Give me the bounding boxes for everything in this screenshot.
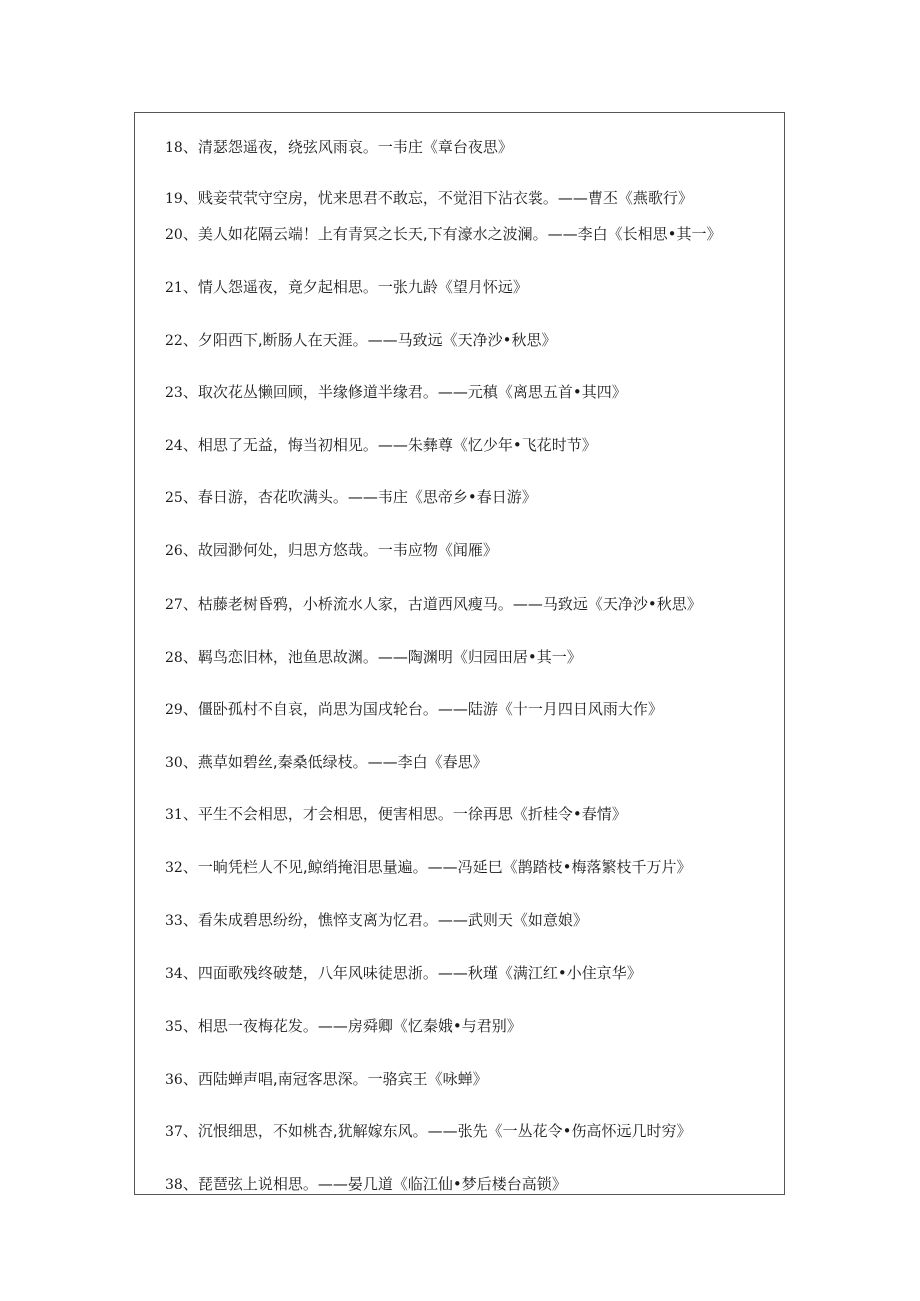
line-separator: 、 bbox=[182, 753, 198, 771]
line-separator: 、 bbox=[182, 189, 198, 207]
line-separator: 、 bbox=[182, 1017, 198, 1035]
line-separator: 、 bbox=[182, 700, 198, 718]
line-separator: 、 bbox=[182, 1175, 198, 1193]
line-number: 36 bbox=[165, 1072, 183, 1088]
line-text: 羁鸟恋旧林，池鱼思故渊。——陶渊明《归园田居•其一》 bbox=[197, 648, 582, 666]
poem-line bbox=[165, 330, 556, 351]
line-number: 24 bbox=[165, 438, 183, 454]
line-number: 25 bbox=[165, 490, 183, 506]
line-separator: 、 bbox=[182, 911, 198, 929]
poem-line bbox=[165, 857, 691, 878]
line-separator: 、 bbox=[182, 1122, 198, 1140]
poem-line bbox=[165, 1069, 488, 1090]
line-text: 美人如花隔云端！上有青冥之长天,下有濠水之波澜。——李白《长相思•其一》 bbox=[197, 225, 722, 243]
line-separator: 、 bbox=[182, 488, 198, 506]
line-number: 38 bbox=[165, 1177, 183, 1193]
line-separator: 、 bbox=[182, 858, 198, 876]
line-text: 琵琶弦上说相思。——晏几道《临江仙•梦后楼台高锁》 bbox=[197, 1175, 567, 1193]
line-separator: 、 bbox=[182, 278, 198, 296]
line-number: 32 bbox=[165, 860, 183, 876]
poem-line bbox=[165, 699, 663, 720]
line-text: 春日游，杏花吹满头。——韦庄《思帝乡•春日游》 bbox=[197, 488, 537, 506]
line-text: 西陆蝉声唱,南冠客思深。一骆宾王《咏蝉》 bbox=[197, 1070, 488, 1088]
line-text: 看朱成碧思纷纷，憔悴支离为忆君。——武则天《如意娘》 bbox=[197, 911, 588, 929]
poem-line bbox=[165, 1016, 522, 1037]
line-separator: 、 bbox=[182, 541, 198, 559]
line-separator: 、 bbox=[182, 964, 198, 982]
line-text: 清瑟怨遥夜，绕弦风雨哀。一韦庄《章台夜思》 bbox=[197, 138, 513, 156]
poem-line bbox=[165, 382, 627, 403]
line-number: 23 bbox=[165, 385, 183, 401]
line-separator: 、 bbox=[182, 648, 198, 666]
line-text: 情人怨遥夜，竟夕起相思。一张九龄《望月怀远》 bbox=[197, 278, 528, 296]
line-text: 一晌凭栏人不见,鲸绡掩泪思量遍。——冯延巳《鹊踏枝•梅落繁枝千万片》 bbox=[197, 858, 692, 876]
line-separator: 、 bbox=[182, 331, 198, 349]
poem-line bbox=[165, 540, 498, 561]
line-separator: 、 bbox=[182, 805, 198, 823]
line-number: 26 bbox=[165, 543, 183, 559]
line-separator: 、 bbox=[182, 225, 198, 243]
line-number: 20 bbox=[165, 227, 183, 243]
poem-line bbox=[165, 963, 642, 984]
line-text: 故园渺何处，归思方悠哉。一韦应物《闻雁》 bbox=[197, 541, 498, 559]
line-text: 枯藤老树昏鸦，小桥流水人家，古道西风瘦马。——马致远《天净沙•秋思》 bbox=[197, 595, 702, 613]
line-text: 相思了无益，悔当初相见。——朱彝尊《忆少年•飞花时节》 bbox=[197, 436, 597, 454]
line-text: 贱妾茕茕守空房，忧来思君不敢忘，不觉泪下沾衣裳。——曹丕《燕歌行》 bbox=[197, 189, 693, 207]
line-number: 30 bbox=[165, 755, 183, 771]
poem-line bbox=[165, 1121, 691, 1142]
poem-line bbox=[165, 1174, 567, 1195]
line-number: 37 bbox=[165, 1124, 183, 1140]
poem-line bbox=[165, 224, 721, 245]
poem-line bbox=[165, 910, 588, 931]
line-separator: 、 bbox=[182, 436, 198, 454]
poem-line bbox=[165, 188, 693, 209]
poem-line bbox=[165, 277, 528, 298]
line-text: 沉恨细思，不如桃杏,犹解嫁东风。——张先《一丛花令•伤高怀远几时穷》 bbox=[197, 1122, 692, 1140]
line-text: 僵卧孤村不自哀，尚思为国戌轮台。——陆游《十一月四日风雨大作》 bbox=[197, 700, 663, 718]
line-text: 取次花丛懒回顾，半缘修道半缘君。——元稹《离思五首•其四》 bbox=[197, 383, 627, 401]
line-number: 21 bbox=[165, 280, 183, 296]
line-text: 四面歌残终破楚，八年风味徒思浙。——秋瑾《满江红•小住京华》 bbox=[197, 964, 642, 982]
poem-line bbox=[165, 804, 627, 825]
line-number: 27 bbox=[165, 597, 183, 613]
line-text: 相思一夜梅花发。——房舜卿《忆秦娥•与君别》 bbox=[197, 1017, 522, 1035]
line-number: 28 bbox=[165, 650, 183, 666]
poem-line bbox=[165, 752, 488, 773]
line-number: 29 bbox=[165, 702, 183, 718]
line-number: 34 bbox=[165, 966, 183, 982]
poem-line bbox=[165, 594, 702, 615]
line-text: 平生不会相思，才会相思，便害相思。一徐再思《折桂令•春情》 bbox=[197, 805, 627, 823]
line-separator: 、 bbox=[182, 1070, 198, 1088]
line-number: 22 bbox=[165, 333, 183, 349]
line-separator: 、 bbox=[182, 383, 198, 401]
line-text: 夕阳西下,断肠人在天涯。——马致远《天净沙•秋思》 bbox=[197, 331, 557, 349]
line-number: 33 bbox=[165, 913, 183, 929]
line-number: 19 bbox=[165, 191, 183, 207]
line-separator: 、 bbox=[182, 595, 198, 613]
line-number: 31 bbox=[165, 807, 183, 823]
poem-line bbox=[165, 435, 597, 456]
line-text: 燕草如碧丝,秦桑低绿枝。——李白《春思》 bbox=[197, 753, 488, 771]
line-number: 18 bbox=[165, 140, 183, 156]
line-number: 35 bbox=[165, 1019, 183, 1035]
poem-line bbox=[165, 137, 513, 158]
document-frame bbox=[134, 112, 785, 1195]
poem-line bbox=[165, 647, 582, 668]
poem-line bbox=[165, 487, 537, 508]
line-separator: 、 bbox=[182, 138, 198, 156]
